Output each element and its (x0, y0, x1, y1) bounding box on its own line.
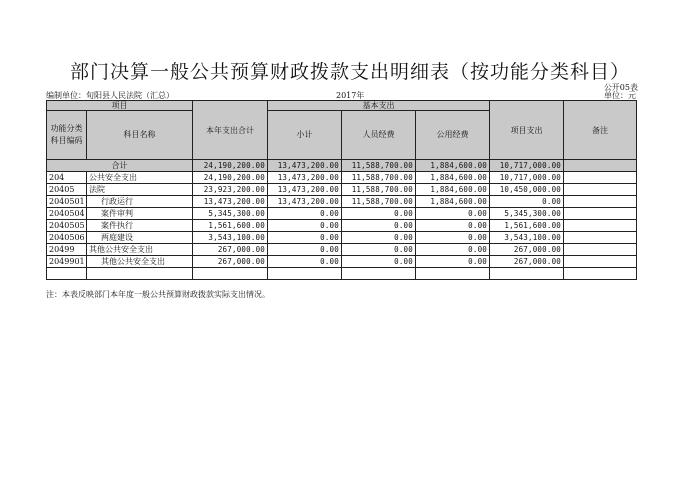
total-cell: 24,190,200.00 (193, 172, 268, 184)
table-row (47, 268, 637, 280)
public-cell: 1,884,600.00 (416, 172, 490, 184)
total-cell: 267,000.00 (193, 256, 268, 268)
remark-cell (564, 232, 637, 244)
project-cell: 3,543,100.00 (490, 232, 564, 244)
subtotal-cell: 13,473,200.00 (268, 160, 342, 172)
table-row (47, 244, 637, 256)
total-cell: 13,473,200.00 (193, 196, 268, 208)
header-public: 公用经费 (416, 111, 490, 160)
table-row (47, 232, 637, 244)
code-cell: 20499 (47, 244, 87, 256)
public-cell: 0.00 (416, 256, 490, 268)
header-project: 项目支出 (490, 101, 564, 160)
remark-cell (564, 160, 637, 172)
personnel-cell: 11,588,700.00 (342, 160, 416, 172)
total-cell: 5,345,300.00 (193, 208, 268, 220)
public-cell: 1,884,600.00 (416, 196, 490, 208)
table-row (47, 256, 637, 268)
personnel-cell: 0.00 (342, 220, 416, 232)
name-cell: 案件审判 (87, 208, 193, 220)
name-cell: 公共安全支出 (87, 172, 193, 184)
name-cell: 法院 (87, 184, 193, 196)
remark-cell (564, 268, 637, 280)
public-cell: 0.00 (416, 232, 490, 244)
public-cell (416, 268, 490, 280)
table-body (47, 160, 637, 280)
project-cell (490, 268, 564, 280)
project-cell: 267,000.00 (490, 256, 564, 268)
code-cell: 2040506 (47, 232, 87, 244)
public-cell: 0.00 (416, 220, 490, 232)
personnel-cell: 11,588,700.00 (342, 184, 416, 196)
footnote: 注：本表反映部门本年度一般公共预算财政拨款实际支出情况。 (46, 290, 270, 299)
table-row (47, 196, 637, 208)
report-title: 部门决算一般公共预算财政拨款支出明细表（按功能分类科目） (69, 61, 630, 83)
header-subtotal: 小计 (268, 111, 342, 160)
public-cell: 0.00 (416, 208, 490, 220)
project-cell: 5,345,300.00 (490, 208, 564, 220)
subtotal-cell: 13,473,200.00 (268, 196, 342, 208)
code-cell: 2049901 (47, 256, 87, 268)
total-label: 合计 (47, 160, 193, 172)
header-personnel: 人员经费 (342, 111, 416, 160)
code-cell: 2040501 (47, 196, 87, 208)
project-cell: 0.00 (490, 196, 564, 208)
personnel-cell: 0.00 (342, 244, 416, 256)
currency-unit: 单位：元 (604, 91, 636, 100)
header-item: 项目 (47, 101, 193, 111)
project-cell: 10,450,000.00 (490, 184, 564, 196)
expenditure-table (46, 100, 637, 280)
subtotal-cell: 13,473,200.00 (268, 172, 342, 184)
subtotal-cell: 0.00 (268, 208, 342, 220)
public-cell: 1,884,600.00 (416, 184, 490, 196)
subtotal-cell: 0.00 (268, 256, 342, 268)
compiling-unit: 编制单位：旬阳县人民法院（汇总） (46, 91, 174, 100)
personnel-cell: 0.00 (342, 208, 416, 220)
header-code: 功能分类科目编码 (47, 111, 87, 160)
total-cell: 3,543,100.00 (193, 232, 268, 244)
total-cell: 24,190,200.00 (193, 160, 268, 172)
public-cell: 0.00 (416, 244, 490, 256)
name-cell: 其他公共安全支出 (87, 256, 193, 268)
code-cell: 204 (47, 172, 87, 184)
table-row (47, 184, 637, 196)
personnel-cell: 11,588,700.00 (342, 172, 416, 184)
remark-cell (564, 220, 637, 232)
total-cell (193, 268, 268, 280)
name-cell: 其他公共安全支出 (87, 244, 193, 256)
header-remark: 备注 (564, 101, 637, 160)
subtotal-cell: 0.00 (268, 232, 342, 244)
personnel-cell: 0.00 (342, 256, 416, 268)
report-year: 2017年 (336, 91, 365, 100)
remark-cell (564, 184, 637, 196)
form-code: 公开05表 (603, 83, 638, 92)
table-row (47, 220, 637, 232)
remark-cell (564, 172, 637, 184)
subtotal-cell: 0.00 (268, 244, 342, 256)
table-row (47, 172, 637, 184)
subtotal-cell: 13,473,200.00 (268, 184, 342, 196)
remark-cell (564, 196, 637, 208)
code-cell (47, 268, 87, 280)
total-row (47, 160, 637, 172)
header-total: 本年支出合计 (193, 101, 268, 160)
code-cell: 20405 (47, 184, 87, 196)
total-cell: 1,561,600.00 (193, 220, 268, 232)
project-cell: 10,717,000.00 (490, 160, 564, 172)
remark-cell (564, 208, 637, 220)
name-cell (87, 268, 193, 280)
code-cell: 2040504 (47, 208, 87, 220)
subtotal-cell: 0.00 (268, 220, 342, 232)
total-cell: 267,000.00 (193, 244, 268, 256)
total-cell: 23,923,200.00 (193, 184, 268, 196)
name-cell: 两庭建设 (87, 232, 193, 244)
code-cell: 2040505 (47, 220, 87, 232)
project-cell: 267,000.00 (490, 244, 564, 256)
remark-cell (564, 244, 637, 256)
table-row (47, 208, 637, 220)
project-cell: 10,717,000.00 (490, 172, 564, 184)
name-cell: 行政运行 (87, 196, 193, 208)
personnel-cell (342, 268, 416, 280)
remark-cell (564, 256, 637, 268)
project-cell: 1,561,600.00 (490, 220, 564, 232)
name-cell: 案件执行 (87, 220, 193, 232)
public-cell: 1,884,600.00 (416, 160, 490, 172)
subtotal-cell (268, 268, 342, 280)
header-basic: 基本支出 (268, 101, 490, 111)
personnel-cell: 0.00 (342, 232, 416, 244)
personnel-cell: 11,588,700.00 (342, 196, 416, 208)
header-name: 科目名称 (87, 111, 193, 160)
